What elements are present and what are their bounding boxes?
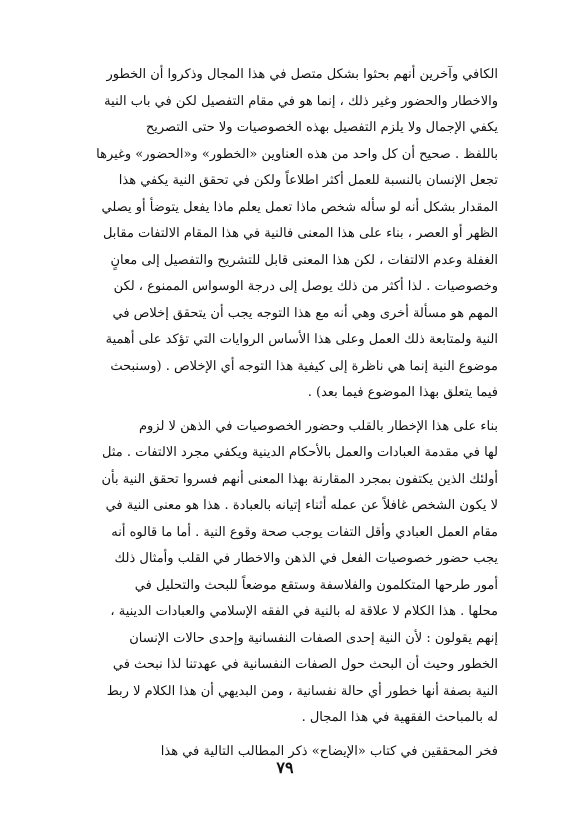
text-line: أولئك الذين يكتفون بمجرد المقارنة بهذا المعنى أنهم فسروا تحقق النية بأن	[101, 471, 498, 487]
page-number: ٧٩	[276, 758, 294, 777]
text-line: أمور طرحها المتكلمون والفلاسفة وستقع موضعاً للبحث والتحليل في	[134, 577, 498, 593]
body-text	[72, 62, 498, 765]
text-line: يجب حضور خصوصيات الفعل في الذهن والاخطار في القلب وأمثال ذلك	[114, 551, 498, 566]
text-line: النية ولمتابعة ذلك العمل وعلى هذا الأساس الروايات التي تؤكد على أهمية	[105, 332, 498, 347]
text-line: المقدار بشكل أنه لو سأله شخص ماذا تعمل يعلم ماذا يفعل يتوضأ أو يصلي	[101, 199, 498, 215]
text-line: يكفي الإجمال ولا يلزم التفصيل بهذه الخصوصيات ولا حتى التصريح	[145, 120, 498, 135]
text-line: لها في مقدمة العبادات والعمل بالأحكام الدينية ويكفي مجرد الالتفات . مثل	[102, 445, 498, 460]
text-line: وخصوصيات . لذا أكثر من ذلك يوصل إلى درجة الوسواس الممنوع ، لكن	[113, 279, 498, 294]
text-line: الظهر أو العصر ، بناء على هذا المعنى فالنية في هذا المقام الالتفات مقابل	[102, 226, 498, 241]
paragraph-2	[72, 414, 498, 732]
text-line: تجعل الإنسان بالنسبة للعمل أكثر اطلاعاً ولكن في تحقق النية يكفي هذا	[118, 173, 498, 188]
text-line: محلها . هذا الكلام لا علاقة له بالنية في الفقه الإسلامي والعبادات الدينية ،	[110, 604, 498, 619]
text-line: الغفلة وعدم الالتفات ، لكن هذا المعنى قابل للتشريح والتفصيل إلى معانٍ	[110, 252, 498, 268]
text-line: المهم هو مسألة أخرى وهي أنه مع هذا التوجه يجب أن يتحقق إخلاص في	[112, 305, 498, 321]
text-line: له بالمباحث الفقهية في هذا المجال .	[301, 710, 498, 725]
text-line: باللفظ . صحيح أن كل واحد من هذه العناوين «الخطور» و«الحضور» وغيرها	[96, 146, 498, 162]
text-line: الكافي وآخرين أنهم بحثوا بشكل متصل في هذا المجال وذكروا أن الخطور	[106, 67, 498, 82]
text-line: فخر المحققين في كتاب «الإيضاح» ذكر المطالب التالية في هذا	[160, 743, 498, 759]
text-line: موضوع النية إنما هي ناظرة إلى كيفية هذا التوجه أي الإخلاص . (وسنبحث	[110, 358, 498, 374]
text-line: الخطور وحيث أن البحث حول الصفات النفسانية في عهدتنا لذا نبحث في	[112, 657, 498, 672]
text-line: والاخطار والحضور وغير ذلك ، إنما هو في مقام التفصيل لكن في باب النية	[104, 93, 498, 109]
text-line: فيما يتعلق بهذا الموضوع فيما بعد) .	[307, 385, 498, 400]
text-line: إنهم يقولون : لأن النية إحدى الصفات النفسانية وإحدى حالات الإنسان	[129, 630, 498, 646]
text-line: مقام العمل العبادي وأقل التفات يوجب صحة وقوع النية . أما ما قالوه أنه	[111, 524, 498, 540]
paragraph-1	[72, 62, 498, 407]
text-line: النية بصفة أنها خطور أي حالة نفسانية ، ومن البديهي أن هذا الكلام لا ربط	[106, 683, 498, 699]
text-line: بناء على هذا الإخطار بالقلب وحضور الخصوصيات في الذهن لا لزوم	[138, 418, 498, 434]
text-line: لا يكون الشخص غافلاً عن عمله أثناء إتيانه بالعبادة . هذا هو معنى النية في	[105, 498, 498, 513]
